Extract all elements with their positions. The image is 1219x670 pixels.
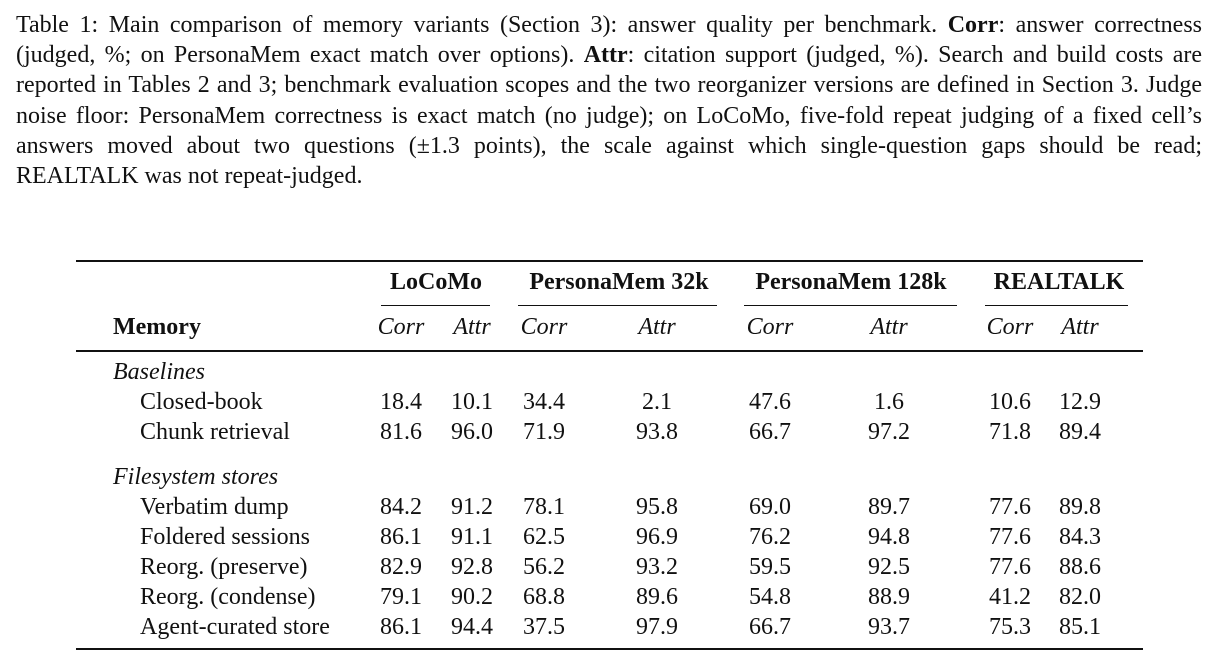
table-cell: 56.2 (523, 554, 565, 580)
table-cell: 10.1 (451, 389, 493, 415)
table-cell: 12.9 (1059, 389, 1101, 415)
table-cell: 88.9 (868, 584, 910, 610)
metric-subheader: Attr (870, 314, 908, 340)
table-cell: 96.9 (636, 524, 678, 550)
caption-attr-term: Attr (583, 42, 628, 69)
table-cell: 1.6 (874, 389, 904, 415)
table-cell: 77.6 (989, 524, 1031, 550)
table-cell: 85.1 (1059, 614, 1101, 640)
column-group-header: LoCoMo (390, 269, 482, 295)
table-cell: 86.1 (380, 614, 422, 640)
table-cell: 47.6 (749, 389, 791, 415)
caption-corr-term: Corr (947, 12, 999, 38)
table-cell: 66.7 (749, 614, 791, 640)
column-group-rule (381, 305, 490, 306)
table-bottom-rule (76, 648, 1143, 650)
table-cell: 78.1 (523, 494, 565, 520)
row-label: Reorg. (condense) (140, 584, 316, 610)
table-cell: 88.6 (1059, 554, 1101, 580)
metric-subheader: Attr (638, 314, 676, 340)
table-cell: 92.8 (451, 554, 493, 580)
metric-subheader: Corr (377, 314, 425, 340)
table-cell: 82.0 (1059, 584, 1101, 610)
table-cell: 71.9 (523, 419, 565, 445)
table-cell: 91.2 (451, 494, 493, 520)
row-label: Chunk retrieval (140, 419, 290, 445)
table-cell: 89.4 (1059, 419, 1101, 445)
table-cell: 34.4 (523, 389, 565, 415)
metric-subheader: Corr (746, 314, 794, 340)
table-cell: 37.5 (523, 614, 565, 640)
table-cell: 97.9 (636, 614, 678, 640)
table-cell: 79.1 (380, 584, 422, 610)
column-group-header: REALTALK (993, 269, 1125, 295)
table-cell: 92.5 (868, 554, 910, 580)
table-top-rule (76, 260, 1143, 262)
table-cell: 59.5 (749, 554, 791, 580)
table-cell: 93.2 (636, 554, 678, 580)
column-group-header: PersonaMem 128k (755, 269, 947, 295)
table-cell: 84.2 (380, 494, 422, 520)
table-cell: 96.0 (451, 419, 493, 445)
table-cell: 54.8 (749, 584, 791, 610)
column-group-rule (985, 305, 1128, 306)
memory-column-header: Memory (113, 314, 201, 340)
table-cell: 77.6 (989, 554, 1031, 580)
table-cell: 86.1 (380, 524, 422, 550)
row-label: Closed-book (140, 389, 263, 415)
table-cell: 89.8 (1059, 494, 1101, 520)
metric-subheader: Attr (453, 314, 491, 340)
row-label: Agent-curated store (140, 614, 330, 640)
column-group-header: PersonaMem 32k (529, 269, 709, 295)
table-cell: 94.8 (868, 524, 910, 550)
table-cell: 90.2 (451, 584, 493, 610)
row-label: Reorg. (preserve) (140, 554, 308, 580)
table-cell: 41.2 (989, 584, 1031, 610)
table-cell: 76.2 (749, 524, 791, 550)
row-label: Foldered sessions (140, 524, 310, 550)
caption-lead: Table 1: Main comparison of memory variants (Section 3): answer quality per benchmark. (16, 12, 948, 38)
section-title: Baselines (113, 359, 205, 385)
table-cell: 95.8 (636, 494, 678, 520)
table-cell: 93.8 (636, 419, 678, 445)
column-group-rule (744, 305, 957, 306)
table-cell: 84.3 (1059, 524, 1101, 550)
table-cell: 18.4 (380, 389, 422, 415)
table-cell: 91.1 (451, 524, 493, 550)
table-cell: 94.4 (451, 614, 493, 640)
table-cell: 81.6 (380, 419, 422, 445)
table-cell: 69.0 (749, 494, 791, 520)
table-cell: 77.6 (989, 494, 1031, 520)
table-cell: 89.7 (868, 494, 910, 520)
table-cell: 66.7 (749, 419, 791, 445)
table-cell: 93.7 (868, 614, 910, 640)
section-title: Filesystem stores (113, 464, 279, 490)
table-cell: 97.2 (868, 419, 910, 445)
metric-subheader: Corr (520, 314, 568, 340)
caption-attr-definition: : citation support (judged, %). Search and build costs are reported in Tables 2 and 3; benchmark evaluation scopes and the two reorganizer versions are defined in Section 3. Judge noise floor: PersonaMem correctness is exact match (no judge); on LoCoMo, five-fold repeat judging of a fixed cell’s answers moved about two questions (±1.3 points), the scale against which single-question gaps should be read; REALTALK was not repeat-judged. (16, 42, 1202, 190)
table-header-rule (76, 350, 1143, 352)
table-cell: 62.5 (523, 524, 565, 550)
metric-subheader: Corr (986, 314, 1034, 340)
column-group-rule (518, 305, 717, 306)
caption-corr-definition: : answer correctness (judged, %; on PersonaMem exact match over options). (16, 12, 1203, 69)
table-cell: 10.6 (989, 389, 1031, 415)
table-cell: 82.9 (380, 554, 422, 580)
metric-subheader: Attr (1061, 314, 1099, 340)
table-cell: 68.8 (523, 584, 565, 610)
table-cell: 89.6 (636, 584, 678, 610)
table-cell: 2.1 (642, 389, 672, 415)
table-cell: 75.3 (989, 614, 1031, 640)
row-label: Verbatim dump (140, 494, 289, 520)
table-cell: 71.8 (989, 419, 1031, 445)
